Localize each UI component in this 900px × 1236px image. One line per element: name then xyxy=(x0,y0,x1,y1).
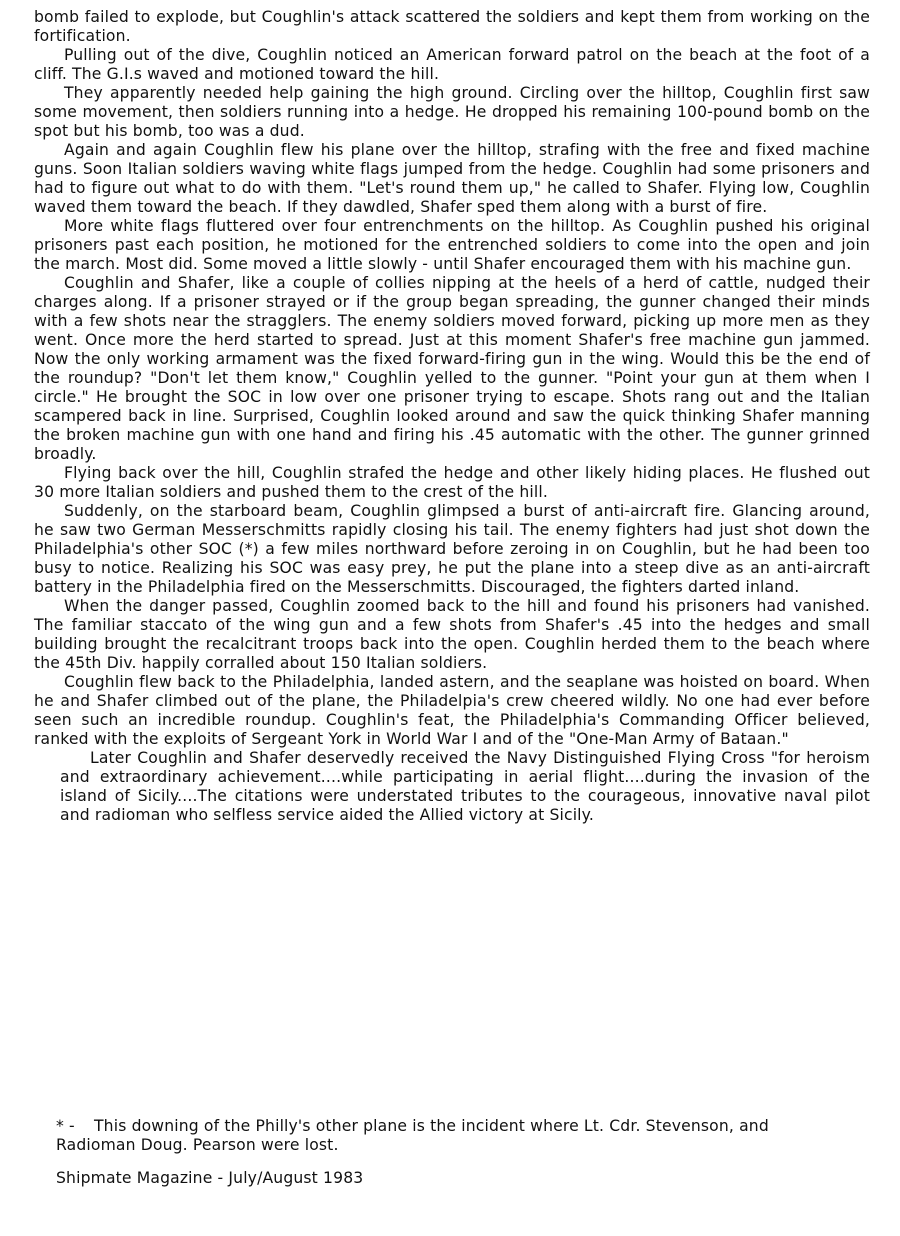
paragraph: Later Coughlin and Shafer deservedly received the Navy Distinguished Flying Cross "for heroism and extraordinary achievement....while participating in aerial flight....during the invasion of the island of Sicily....The citations were understated tributes to the courageous, innovative naval pilot and radioman who selfless service aided the Allied victory at Sicily. xyxy=(60,749,870,824)
paragraph: Again and again Coughlin flew his plane over the hilltop, strafing with the free and fixed machine guns. Soon Italian soldiers waving white flags jumped from the hedge. Coughlin had some prisoners and had to figure out what to do with them. "Let's round them up," he called to Shafer. Flying low, Coughlin waved them toward the beach. If they dawdled, Shafer sped them along with a burst of fire. xyxy=(34,141,870,216)
source-citation: Shipmate Magazine - July/August 1983 xyxy=(56,1169,364,1187)
paragraph: They apparently needed help gaining the high ground. Circling over the hilltop, Coughlin first saw some movement, then soldiers running into a hedge. He dropped his remaining 100-pound bomb on the spot but his bomb, too was a dud. xyxy=(34,84,870,140)
footnote-text: This downing of the Philly's other plane is the incident where Lt. Cdr. Stevenson, and Radioman Doug. Pearson were lost. xyxy=(56,1117,769,1154)
article-body xyxy=(34,8,870,825)
paragraph: bomb failed to explode, but Coughlin's attack scattered the soldiers and kept them from working on the fortification. xyxy=(34,8,870,45)
paragraph: When the danger passed, Coughlin zoomed back to the hill and found his prisoners had vanished. The familiar staccato of the wing gun and a few shots from Shafer's .45 into the hedges and small building brought the recalcitrant troops back into the open. Coughlin herded them to the beach where the 45th Div. happily corralled about 150 Italian soldiers. xyxy=(34,597,870,672)
paragraph: Coughlin flew back to the Philadelphia, landed astern, and the seaplane was hoisted on board. When he and Shafer climbed out of the plane, the Philadelpia's crew cheered wildly. No one had ever before seen such an incredible roundup. Coughlin's feat, the Philadelphia's Commanding Officer believed, ranked with the exploits of Sergeant York in World War I and of the "One-Man Army of Bataan." xyxy=(34,673,870,748)
paragraph: Suddenly, on the starboard beam, Coughlin glimpsed a burst of anti-aircraft fire. Glancing around, he saw two German Messerschmitts rapidly closing his tail. The enemy fighters had just shot down the Philadelphia's other SOC (*) a few miles northward before zeroing in on Coughlin, but he had been too busy to notice. Realizing his SOC was easy prey, he put the plane into a steep dive as an anti-aircraft battery in the Philadelphia fired on the Messerschmitts. Discouraged, the fighters darted inland. xyxy=(34,502,870,596)
paragraph: Coughlin and Shafer, like a couple of collies nipping at the heels of a herd of cattle, nudged their charges along. If a prisoner strayed or if the group began spreading, the gunner changed their minds with a few shots near the stragglers. The enemy soldiers moved forward, picking up more men as they went. Once more the herd started to spread. Just at this moment Shafer's free machine gun jammed. Now the only working armament was the fixed forward-firing gun in the wing. Would this be the end of the roundup? "Don't let them know," Coughlin yelled to the gunner. "Point your gun at them when I circle." He brought the SOC in low over one prisoner trying to escape. Shots rang out and the Italian scampered back in line. Surprised, Coughlin looked around and saw the quick thinking Shafer manning the broken machine gun with one hand and firing his .45 automatic with the other. The gunner grinned broadly. xyxy=(34,274,870,463)
paragraph: More white flags fluttered over four entrenchments on the hilltop. As Coughlin pushed his original prisoners past each position, he motioned for the entrenched soldiers to come into the open and join the march. Most did. Some moved a little slowly - until Shafer encouraged them with his machine gun. xyxy=(34,217,870,273)
paragraph: Flying back over the hill, Coughlin strafed the hedge and other likely hiding places. He flushed out 30 more Italian soldiers and pushed them to the crest of the hill. xyxy=(34,464,870,501)
footnote xyxy=(56,1117,836,1155)
paragraph: Pulling out of the dive, Coughlin noticed an American forward patrol on the beach at the foot of a cliff. The G.I.s waved and motioned toward the hill. xyxy=(34,46,870,83)
footnote-marker: * - xyxy=(56,1117,75,1135)
